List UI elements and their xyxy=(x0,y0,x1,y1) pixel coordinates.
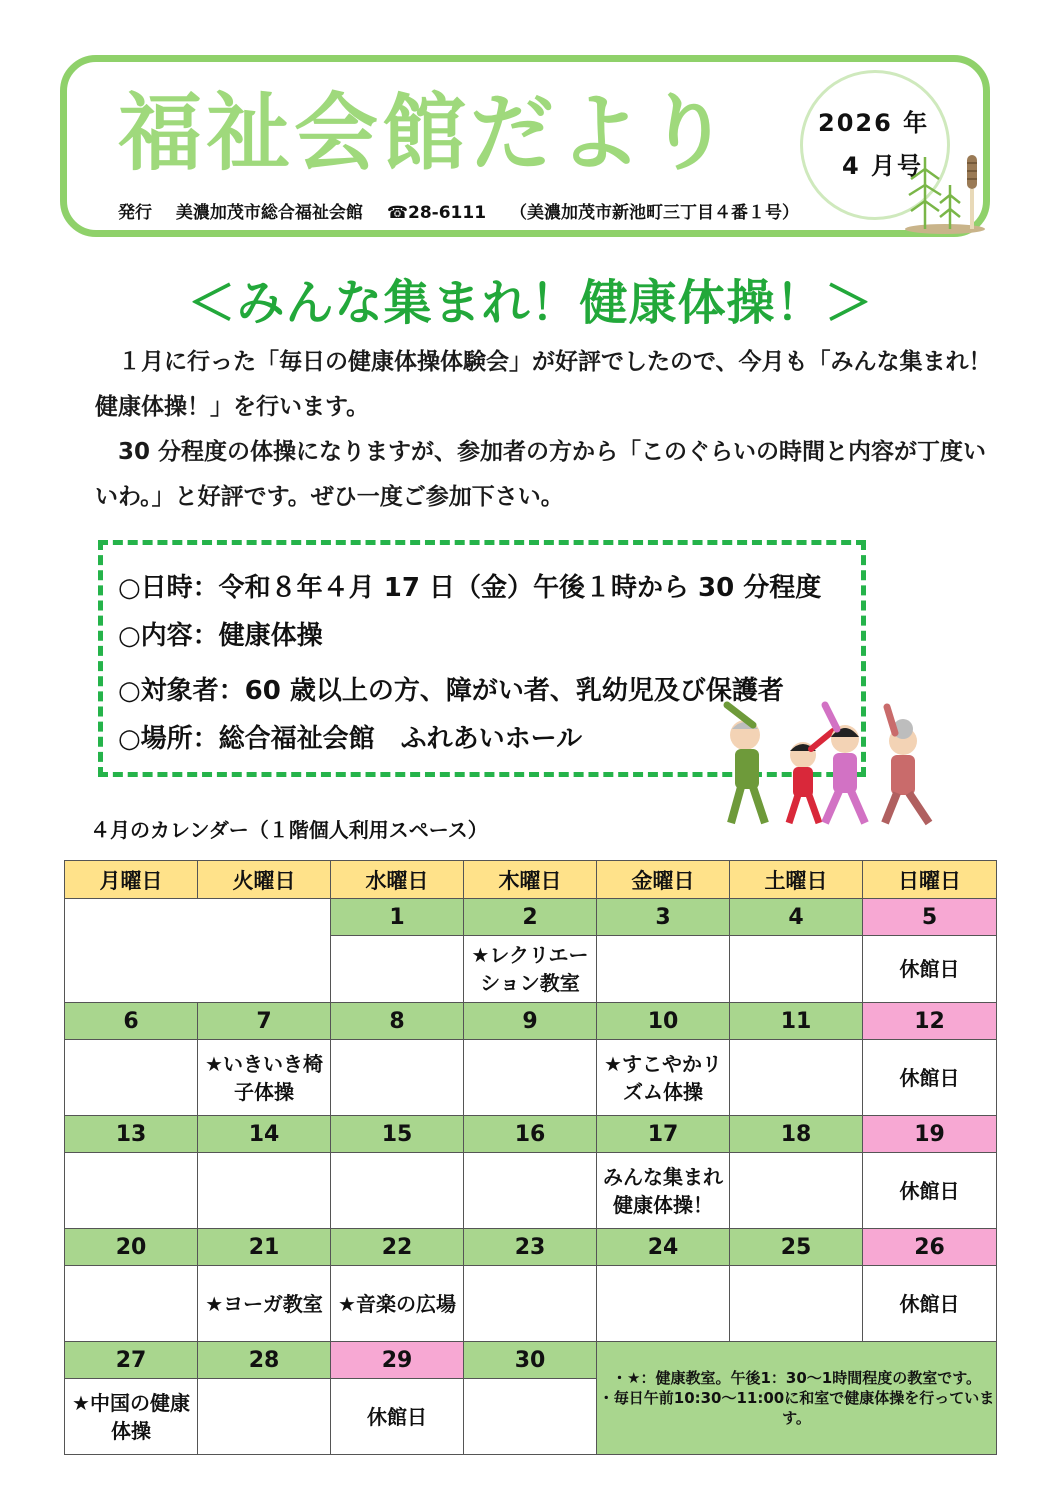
date-cell-holiday: 19 xyxy=(863,1116,997,1153)
event-cell xyxy=(730,1040,863,1116)
exercising-people-illustration xyxy=(715,695,947,830)
date-cell: 2 xyxy=(464,899,597,936)
info-content: ○内容：健康体操 xyxy=(118,621,323,651)
date-cell: 13 xyxy=(65,1116,198,1153)
date-cell: 20 xyxy=(65,1229,198,1266)
date-cell-holiday: 5 xyxy=(863,899,997,936)
event-cell xyxy=(331,1040,464,1116)
date-row xyxy=(65,1003,997,1040)
publisher-name: 美濃加茂市総合福祉会館 xyxy=(175,203,363,223)
event-row xyxy=(65,1040,997,1116)
date-cell: 18 xyxy=(730,1116,863,1153)
blank-cell xyxy=(65,899,331,1003)
event-cell xyxy=(65,1266,198,1342)
event-cell-closed: 休館日 xyxy=(863,1040,997,1116)
info-target: ○対象者：60 歳以上の方、障がい者、乳幼児及び保護者 xyxy=(118,676,784,706)
event-cell xyxy=(198,1379,331,1455)
event-cell xyxy=(331,1153,464,1229)
weekday-header: 金曜日 xyxy=(597,861,730,899)
event-cell-closed: 休館日 xyxy=(863,936,997,1003)
event-cell xyxy=(65,1153,198,1229)
note-line: ・毎日午前10:30～11:00に和室で健康体操を行っています。 xyxy=(598,1389,995,1427)
event-cell xyxy=(597,1266,730,1342)
date-cell: 6 xyxy=(65,1003,198,1040)
weekday-header: 日曜日 xyxy=(863,861,997,899)
date-cell-holiday: 26 xyxy=(863,1229,997,1266)
calendar-caption: ４月のカレンダー（１階個人利用スペース） xyxy=(90,818,488,842)
date-cell-holiday: 12 xyxy=(863,1003,997,1040)
date-cell: 10 xyxy=(597,1003,730,1040)
event-cell: ★中国の健康体操 xyxy=(65,1379,198,1455)
date-cell: 17 xyxy=(597,1116,730,1153)
event-cell xyxy=(198,1153,331,1229)
date-cell: 22 xyxy=(331,1229,464,1266)
date-cell: 8 xyxy=(331,1003,464,1040)
publisher-label: 発行 xyxy=(118,203,152,223)
event-cell-closed: 休館日 xyxy=(863,1266,997,1342)
monthly-calendar xyxy=(64,860,997,1455)
date-cell: 15 xyxy=(331,1116,464,1153)
event-cell xyxy=(464,1153,597,1229)
calendar-notes xyxy=(597,1342,997,1455)
event-cell: ★ヨーガ教室 xyxy=(198,1266,331,1342)
issue-month: 4 月号 xyxy=(842,152,924,180)
weekday-header: 水曜日 xyxy=(331,861,464,899)
date-cell: 16 xyxy=(464,1116,597,1153)
event-cell xyxy=(464,1040,597,1116)
weekday-header: 月曜日 xyxy=(65,861,198,899)
date-row xyxy=(65,1342,997,1379)
date-cell: 24 xyxy=(597,1229,730,1266)
date-cell: 30 xyxy=(464,1342,597,1379)
event-row xyxy=(65,1153,997,1229)
publisher-address: （美濃加茂市新池町三丁目４番１号） xyxy=(509,203,799,223)
newsletter-title: 福祉会館だより xyxy=(118,84,735,182)
event-cell-closed: 休館日 xyxy=(863,1153,997,1229)
weekday-header: 木曜日 xyxy=(464,861,597,899)
event-cell xyxy=(730,1266,863,1342)
date-row xyxy=(65,1229,997,1266)
date-cell: 25 xyxy=(730,1229,863,1266)
event-cell xyxy=(464,1379,597,1455)
date-cell: 23 xyxy=(464,1229,597,1266)
date-cell: 7 xyxy=(198,1003,331,1040)
publisher-line xyxy=(118,198,817,223)
date-row xyxy=(65,1116,997,1153)
article-paragraph: 30 分程度の体操になりますが、参加者の方から「このぐらいの時間と内容が丁度いいわ。」と好評です。ぜひ一度ご参加下さい。 xyxy=(95,439,987,510)
event-cell: ★音楽の広場 xyxy=(331,1266,464,1342)
event-cell: ★すこやかリズム体操 xyxy=(597,1040,730,1116)
date-cell: 27 xyxy=(65,1342,198,1379)
info-datetime: ○日時：令和８年４月 17 日（金）午後１時から 30 分程度 xyxy=(118,573,822,603)
event-cell xyxy=(597,936,730,1003)
weekday-header: 火曜日 xyxy=(198,861,331,899)
event-cell-closed: 休館日 xyxy=(331,1379,464,1455)
date-cell: 11 xyxy=(730,1003,863,1040)
date-cell: 4 xyxy=(730,899,863,936)
info-place: ○場所：総合福祉会館 ふれあいホール xyxy=(118,724,583,754)
event-cell xyxy=(464,1266,597,1342)
event-cell xyxy=(730,936,863,1003)
event-row xyxy=(65,1266,997,1342)
note-line: ・★：健康教室。午後1：30～1時間程度の教室です。 xyxy=(612,1369,981,1387)
weekday-header: 土曜日 xyxy=(730,861,863,899)
date-cell: 21 xyxy=(198,1229,331,1266)
event-cell: ★レクリエーション教室 xyxy=(464,936,597,1003)
date-cell: 9 xyxy=(464,1003,597,1040)
date-cell: 28 xyxy=(198,1342,331,1379)
horsetail-plant-icon xyxy=(895,145,987,235)
event-cell: ★いきいき椅子体操 xyxy=(198,1040,331,1116)
issue-year: 2026 年 xyxy=(818,109,930,137)
date-row xyxy=(65,899,997,936)
article-body xyxy=(95,340,995,520)
phone-number: ☎28-6111 xyxy=(386,203,487,223)
article-headline: ＜みんな集まれ！健康体操！＞ xyxy=(187,275,874,331)
weekday-header-row xyxy=(65,861,997,899)
date-cell: 1 xyxy=(331,899,464,936)
date-cell: 3 xyxy=(597,899,730,936)
article-paragraph: １月に行った「毎日の健康体操体験会」が好評でしたので、今月も「みんな集まれ！健康体操！」を行います。 xyxy=(95,349,992,420)
event-cell-featured: みんな集まれ健康体操！ xyxy=(597,1153,730,1229)
date-cell-holiday: 29 xyxy=(331,1342,464,1379)
date-cell: 14 xyxy=(198,1116,331,1153)
event-cell xyxy=(65,1040,198,1116)
event-cell xyxy=(730,1153,863,1229)
event-cell xyxy=(331,936,464,1003)
